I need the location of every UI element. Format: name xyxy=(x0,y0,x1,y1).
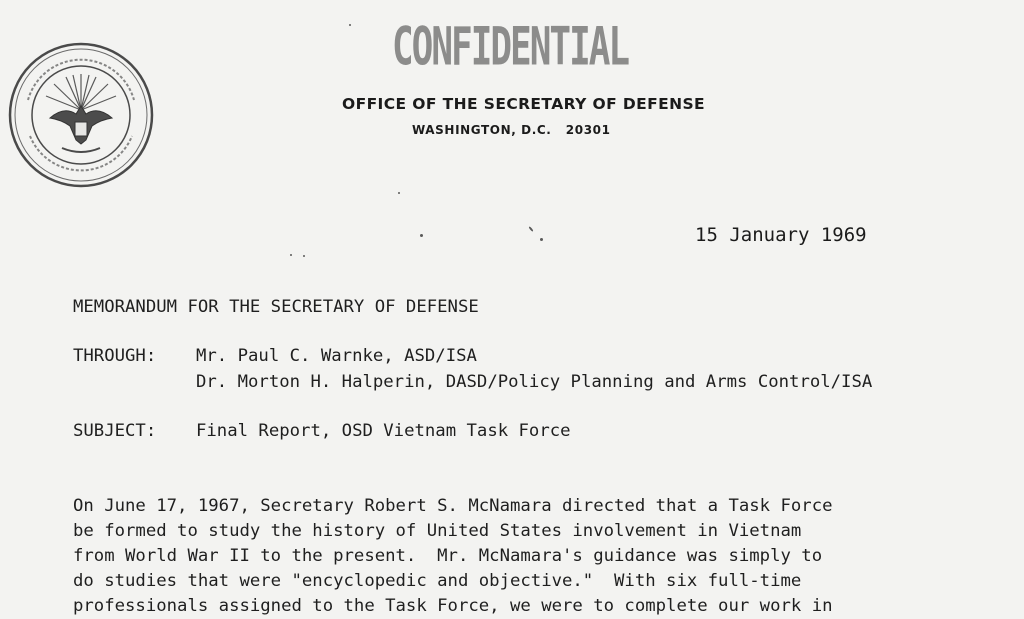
body-line: be formed to study the history of United States involvement in Vietnam xyxy=(73,521,802,541)
through-label: THROUGH: xyxy=(73,346,157,366)
subject-label: SUBJECT: xyxy=(73,421,157,441)
scan-speck xyxy=(420,234,423,237)
scan-speck xyxy=(303,255,305,257)
department-of-defense-seal-icon xyxy=(6,40,156,190)
body-paragraph xyxy=(73,494,833,619)
confidential-stamp: CONFIDENTIAL xyxy=(392,18,629,78)
scan-speck xyxy=(540,238,543,241)
body-line: from World War II to the present. Mr. McNamara's guidance was simply to xyxy=(73,546,823,566)
scan-speck xyxy=(398,192,400,194)
memo-date: 15 January 1969 xyxy=(695,224,867,246)
scan-speck xyxy=(349,24,351,26)
body-line: professionals assigned to the Task Force, we were to complete our work in xyxy=(73,596,833,616)
through-recipient: Dr. Morton H. Halperin, DASD/Policy Planning and Arms Control/ISA xyxy=(196,372,873,392)
letterhead-address: WASHINGTON, D.C. 20301 xyxy=(412,123,611,137)
scan-speck xyxy=(528,226,533,232)
body-line: do studies that were "encyclopedic and objective." With six full-time xyxy=(73,571,802,591)
scan-speck xyxy=(290,254,292,256)
memo-heading: MEMORANDUM FOR THE SECRETARY OF DEFENSE xyxy=(73,297,479,317)
through-recipient: Mr. Paul C. Warnke, ASD/ISA xyxy=(196,346,477,366)
subject-text: Final Report, OSD Vietnam Task Force xyxy=(196,421,571,441)
body-line: On June 17, 1967, Secretary Robert S. McNamara directed that a Task Force xyxy=(73,496,833,516)
letterhead-office: OFFICE OF THE SECRETARY OF DEFENSE xyxy=(342,95,706,113)
